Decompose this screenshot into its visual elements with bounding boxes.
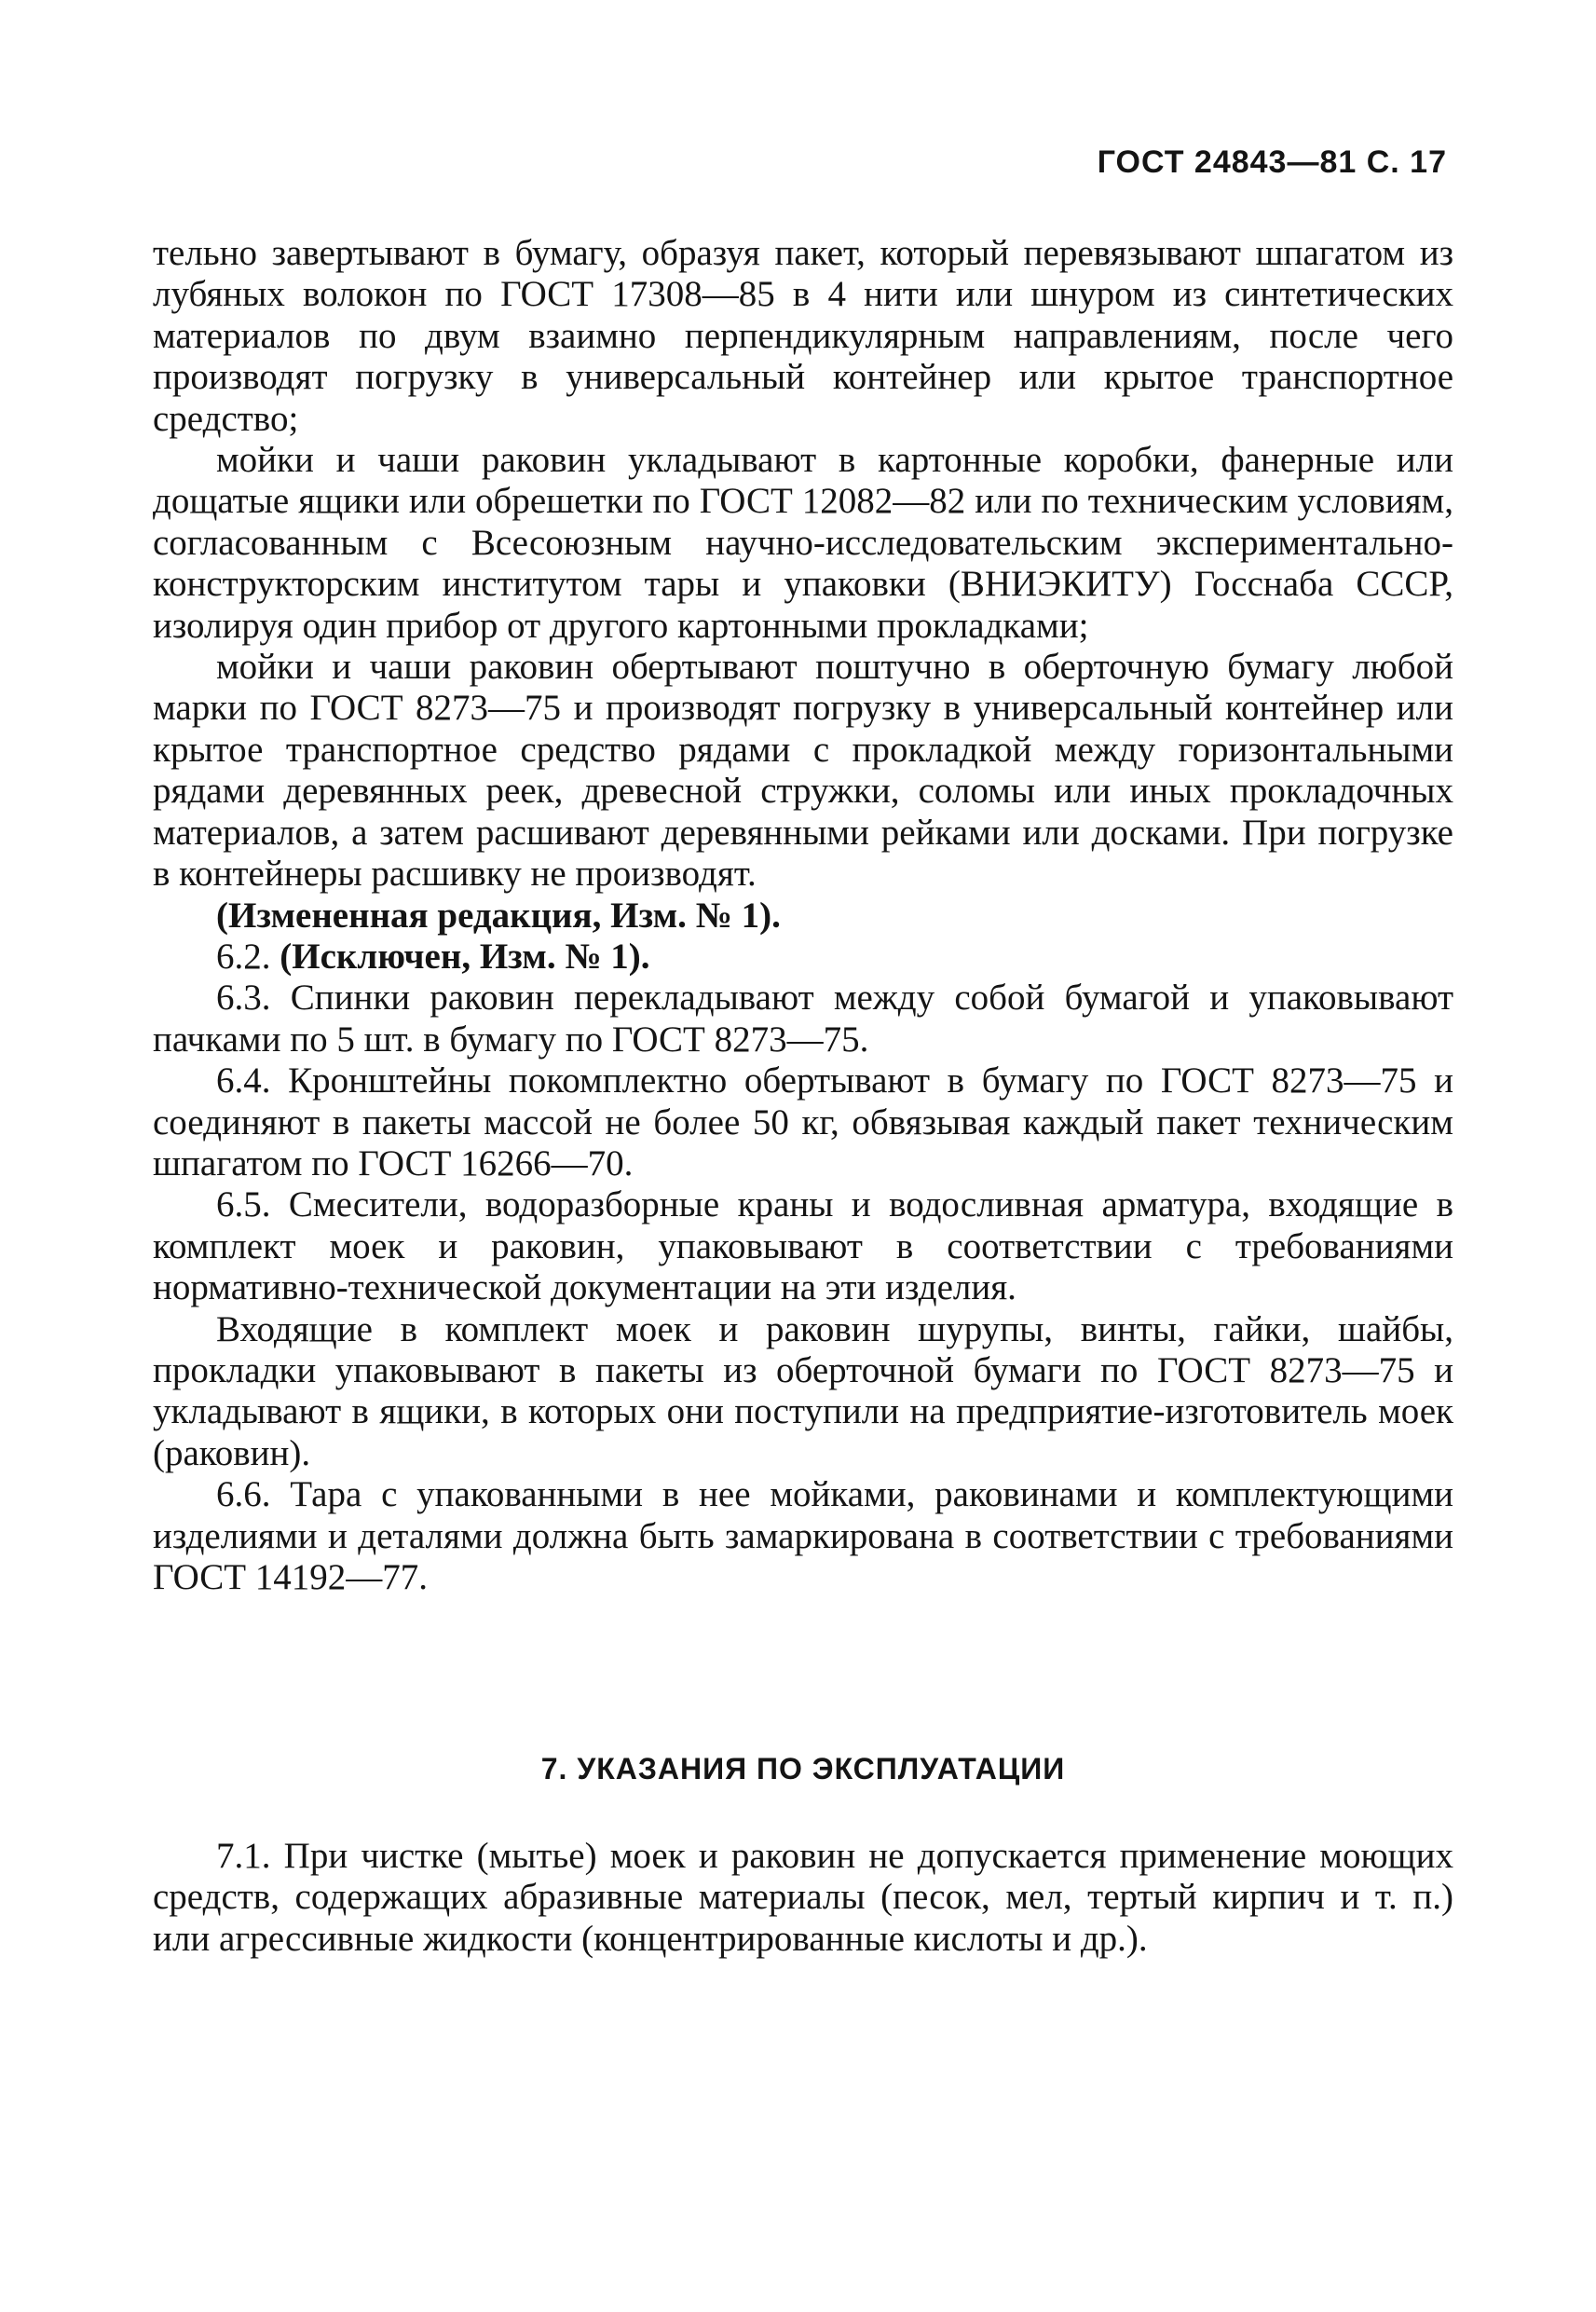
- paragraph-continuation: тельно завертывают в бумагу, образуя пакет, который перевязывают шпагатом из лубяных волокон по ГОСТ 17308—85 в 4 нити или шнуром из синтетических материалов по двум взаимно перпендикулярным направлениям, после чего производят погрузку в универсальный контейнер или крытое транспортное средство;: [153, 233, 1453, 439]
- paragraph-wrapping-paper: мойки и чаши раковин обертывают поштучно в оберточную бумагу любой марки по ГОСТ 8273—75 и производят погрузку в универсальный контейнер или крытое транспортное средство рядами с прокладкой между горизонтальными рядами деревянных реек, древесной стружки, соломы или иных прокладочных материалов, а затем расшивают деревянными рейками или досками. При погрузке в контейнеры расшивку не производят.: [153, 647, 1453, 895]
- clause-6-2-text: (Исключен, Изм. № 1).: [280, 936, 650, 977]
- clause-6-6: 6.6. Тара с упакованными в нее мойками, раковинами и комплектующими изделиями и деталями должна быть замаркирована в соответствии с требованиями ГОСТ 14192—77.: [153, 1474, 1453, 1597]
- paragraph-cardboard-boxes: мойки и чаши раковин укладывают в картонные коробки, фанерные или дощатые ящики или обрешетки по ГОСТ 12082—82 или по техническим условиям, согласованным с Всесоюзным научно-исследовательским экспериментально-конструкторским институтом тары и упаковки (ВНИЭКИТУ) Госснаба СССР, изолируя один прибор от другого картонными прокладками;: [153, 440, 1453, 646]
- section-7-heading: 7. УКАЗАНИЯ ПО ЭКСПЛУАТАЦИИ: [540, 1752, 1066, 1785]
- clause-7-1: 7.1. При чистке (мытье) моек и раковин не допускается применение моющих средств, содержащих абразивные материалы (песок, мел, тертый кирпич и т. п.) или агрессивные жидкости (концентрированные кислоты и др.).: [153, 1836, 1453, 1959]
- clause-6-2: [153, 937, 1453, 978]
- clause-6-5-continued: Входящие в комплект моек и раковин шурупы, винты, гайки, шайбы, прокладки упаковывают в пакеты из оберточной бумаги по ГОСТ 8273—75 и укладывают в ящики, в которых они поступили на предприятие-изготовитель моек (раковин).: [153, 1308, 1453, 1473]
- section-6-text: [153, 233, 1453, 1598]
- clause-6-4: 6.4. Кронштейны покомплектно обертывают в бумагу по ГОСТ 8273—75 и соединяют в пакеты массой не более 50 кг, обвязывая каждый пакет техническим шпагатом по ГОСТ 16266—70.: [153, 1060, 1453, 1183]
- clause-6-5: 6.5. Смесители, водоразборные краны и водосливная арматура, входящие в комплект моек и раковин, упаковывают в соответствии с требованиями нормативно-технической документации на эти изделия.: [153, 1184, 1453, 1308]
- clause-6-2-number: 6.2.: [216, 936, 271, 977]
- clause-6-3: 6.3. Спинки раковин перекладывают между собой бумагой и упаковывают пачками по 5 шт. в бумагу по ГОСТ 8273—75.: [153, 978, 1453, 1060]
- section-7-text: [153, 1836, 1453, 1960]
- running-header: ГОСТ 24843—81 С. 17: [1097, 144, 1447, 180]
- amendment-note: (Измененная редакция, Изм. № 1).: [216, 895, 781, 936]
